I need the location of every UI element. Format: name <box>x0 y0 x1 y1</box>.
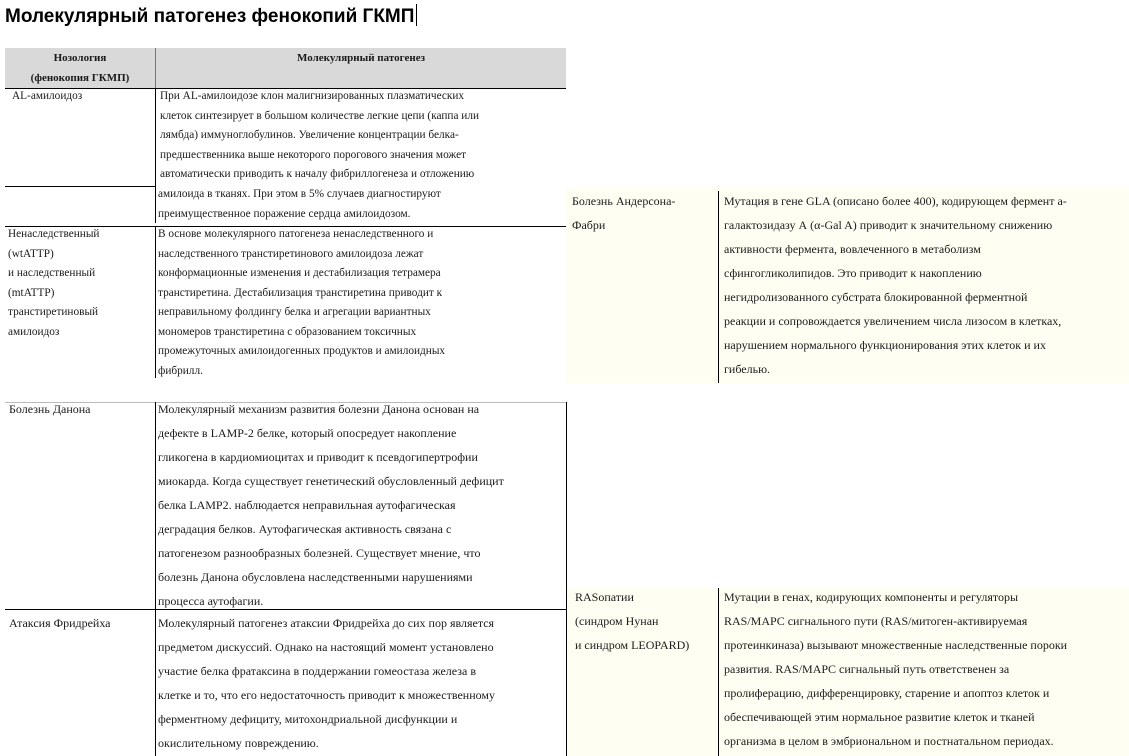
cell-line: (wtATTP) <box>8 247 54 260</box>
cell-line: сфингогликолипидов. Это приводит к накоплению <box>724 266 982 280</box>
cell-line: нарушением нормального функционирования этих клеток и их <box>724 338 1046 352</box>
cell-line: Фабри <box>572 218 606 232</box>
cell-line: протеинкиназа) вызывают множественные наследственные пороки <box>724 638 1068 652</box>
cell-line: миокарда. Когда существует генетический обусловленный дефицит <box>158 474 504 488</box>
cell-line: В основе молекулярного патогенеза ненаследственного и <box>158 228 434 240</box>
cell-line: RAS/MAPC сигнального пути (RAS/митоген-активируемая <box>724 614 1028 628</box>
table-rule <box>155 402 156 756</box>
cell-line: При AL-амилоидозе клон малигнизированных плазматических <box>160 90 465 102</box>
cell-line: транстиретина. Дестабилизация транстиретина приводит к <box>158 286 443 299</box>
pathogenesis-cell <box>724 585 1067 753</box>
cell-line: Болезнь Андерсона- <box>572 194 676 208</box>
table-rule <box>718 588 719 756</box>
cell-line: (mtATTP) <box>8 286 55 299</box>
header-pathogenesis <box>155 48 566 88</box>
cell-line: участие белка фратаксина в поддержании гомеостаза железа в <box>158 664 476 678</box>
cell-line: Мутации в генах, кодирующих компоненты и регуляторы <box>724 590 1019 604</box>
cell-line: реакции и сопровождается увеличением числа лизосом в клетках, <box>724 314 1062 328</box>
cell-line: Мутация в гене GLA (описано более 400), кодирующем фермент a- <box>724 194 1067 208</box>
table-rule <box>155 226 156 378</box>
cell-line: RASопатии <box>575 590 634 604</box>
cell-line: ферментному дефициту, митохондриальной дисфункции и <box>158 712 458 726</box>
cell-line: мономеров транстиретина с образованием токсичных <box>158 325 417 338</box>
cell-line: обеспечивающей этим нормальное развитие клеток и тканей <box>724 710 1035 724</box>
cell-line: и синдром LEOPARD) <box>575 638 690 652</box>
cell-line: предшественника выше некоторого порогового значения может <box>160 148 467 161</box>
table-rule <box>5 186 155 187</box>
nosology-cell <box>572 189 675 237</box>
cell-line: конформационные изменения и дестабилизация тетрамера <box>158 267 441 279</box>
cell-line: лямбда) иммуноглобулинов. Увеличение концентрации белка- <box>160 129 459 141</box>
cell-line: патогенезом разнообразных болезней. Существует мнение, что <box>158 546 481 560</box>
cell-line: предметом дискуссий. Однако на настоящий момент установлено <box>158 640 494 654</box>
nosology-cell <box>8 225 99 342</box>
cell-line: клетке и то, что его недостаточность приводит к множественному <box>158 688 495 702</box>
cell-line: развития. RAS/MAPC сигнальный путь ответственен за <box>724 662 1010 676</box>
text-cursor <box>416 4 417 26</box>
cell-line: и наследственный <box>8 267 96 279</box>
cell-line: Молекулярный патогенез атаксии Фридрейха до сих пор является <box>158 616 495 630</box>
cell-line: негидролизованного субстрата блокированной ферментной <box>724 290 1028 304</box>
cell-line: амилоида в тканях. При этом в 5% случаев диагностируют <box>158 188 441 200</box>
cell-line: AL-амилоидоз <box>12 90 83 102</box>
cell-line: транстиретиновый <box>8 306 99 318</box>
cell-line: белка LAMP2. наблюдается неправильная аутофагическая <box>158 498 456 512</box>
page-title: Молекулярный патогенез фенокопий ГКМП <box>5 4 417 28</box>
header-line: (фенокопия ГКМП) <box>30 72 130 84</box>
cell-line: галактозидазу А (α-Gal A) приводит к значительному снижению <box>724 218 1053 232</box>
nosology-cell <box>575 585 689 657</box>
pathogenesis-cell <box>158 397 504 613</box>
cell-line: фибрилл. <box>158 364 203 377</box>
cell-line: Ненаследственный <box>8 228 100 240</box>
pathogenesis-cell <box>724 189 1067 381</box>
pathogenesis-cell <box>160 87 479 185</box>
pathogenesis-cell <box>158 611 495 755</box>
cell-line: гибелью. <box>724 362 771 376</box>
cell-line: наследственного транстиретинового амилоидоза лежат <box>158 247 424 260</box>
pathogenesis-cell <box>158 185 441 224</box>
cell-line: автоматически приводить к началу фибриллогенеза и отложению <box>160 168 475 180</box>
cell-line: Молекулярный механизм развития болезни Данона основан на <box>158 402 480 416</box>
nosology-cell <box>9 611 111 635</box>
header-line: Молекулярный патогенез <box>297 52 425 64</box>
pathogenesis-cell <box>158 225 445 381</box>
cell-line: активности фермента, вовлеченного в метаболизм <box>724 242 981 256</box>
cell-line: организма в целом в эмбриональном и постнатальном периодах. <box>724 734 1054 748</box>
table-rule <box>566 402 567 756</box>
cell-line: преимущественное поражение сердца амилоидозом. <box>158 207 411 220</box>
nosology-cell <box>9 397 91 421</box>
cell-line: Атаксия Фридрейха <box>9 616 111 630</box>
cell-line: дефекте в LAMP-2 белке, который опосредует накопление <box>158 426 457 440</box>
cell-line: болезнь Данона обусловлена наследственными нарушениями <box>158 570 473 584</box>
cell-line: (синдром Нунан <box>575 614 659 628</box>
cell-line: промежуточных амилоидогенных продуктов и амилоидных <box>158 345 446 357</box>
cell-line: пролиферацию, дифференцировку, старение и апоптоз клеток и <box>724 686 1050 700</box>
header-line: Нозология <box>53 52 107 64</box>
cell-line: амилоидоз <box>8 325 60 338</box>
cell-line: клеток синтезирует в большом количестве легкие цепи (каппа или <box>160 109 480 122</box>
header-nosology <box>5 48 155 88</box>
nosology-cell <box>12 87 82 107</box>
cell-line: деградация белков. Аутофагическая активность связана с <box>158 522 452 536</box>
cell-line: гликогена в кардиомиоцитах и приводит к псевдогипертрофии <box>158 450 478 464</box>
cell-line: Болезнь Данона <box>9 402 91 416</box>
cell-line: процесса аутофагии. <box>158 594 264 608</box>
cell-line: окислительному повреждению. <box>158 736 319 750</box>
cell-line: неправильному фолдингу белка и агрегации вариантных <box>158 306 431 318</box>
table-rule <box>155 88 156 223</box>
table-rule <box>718 191 719 383</box>
